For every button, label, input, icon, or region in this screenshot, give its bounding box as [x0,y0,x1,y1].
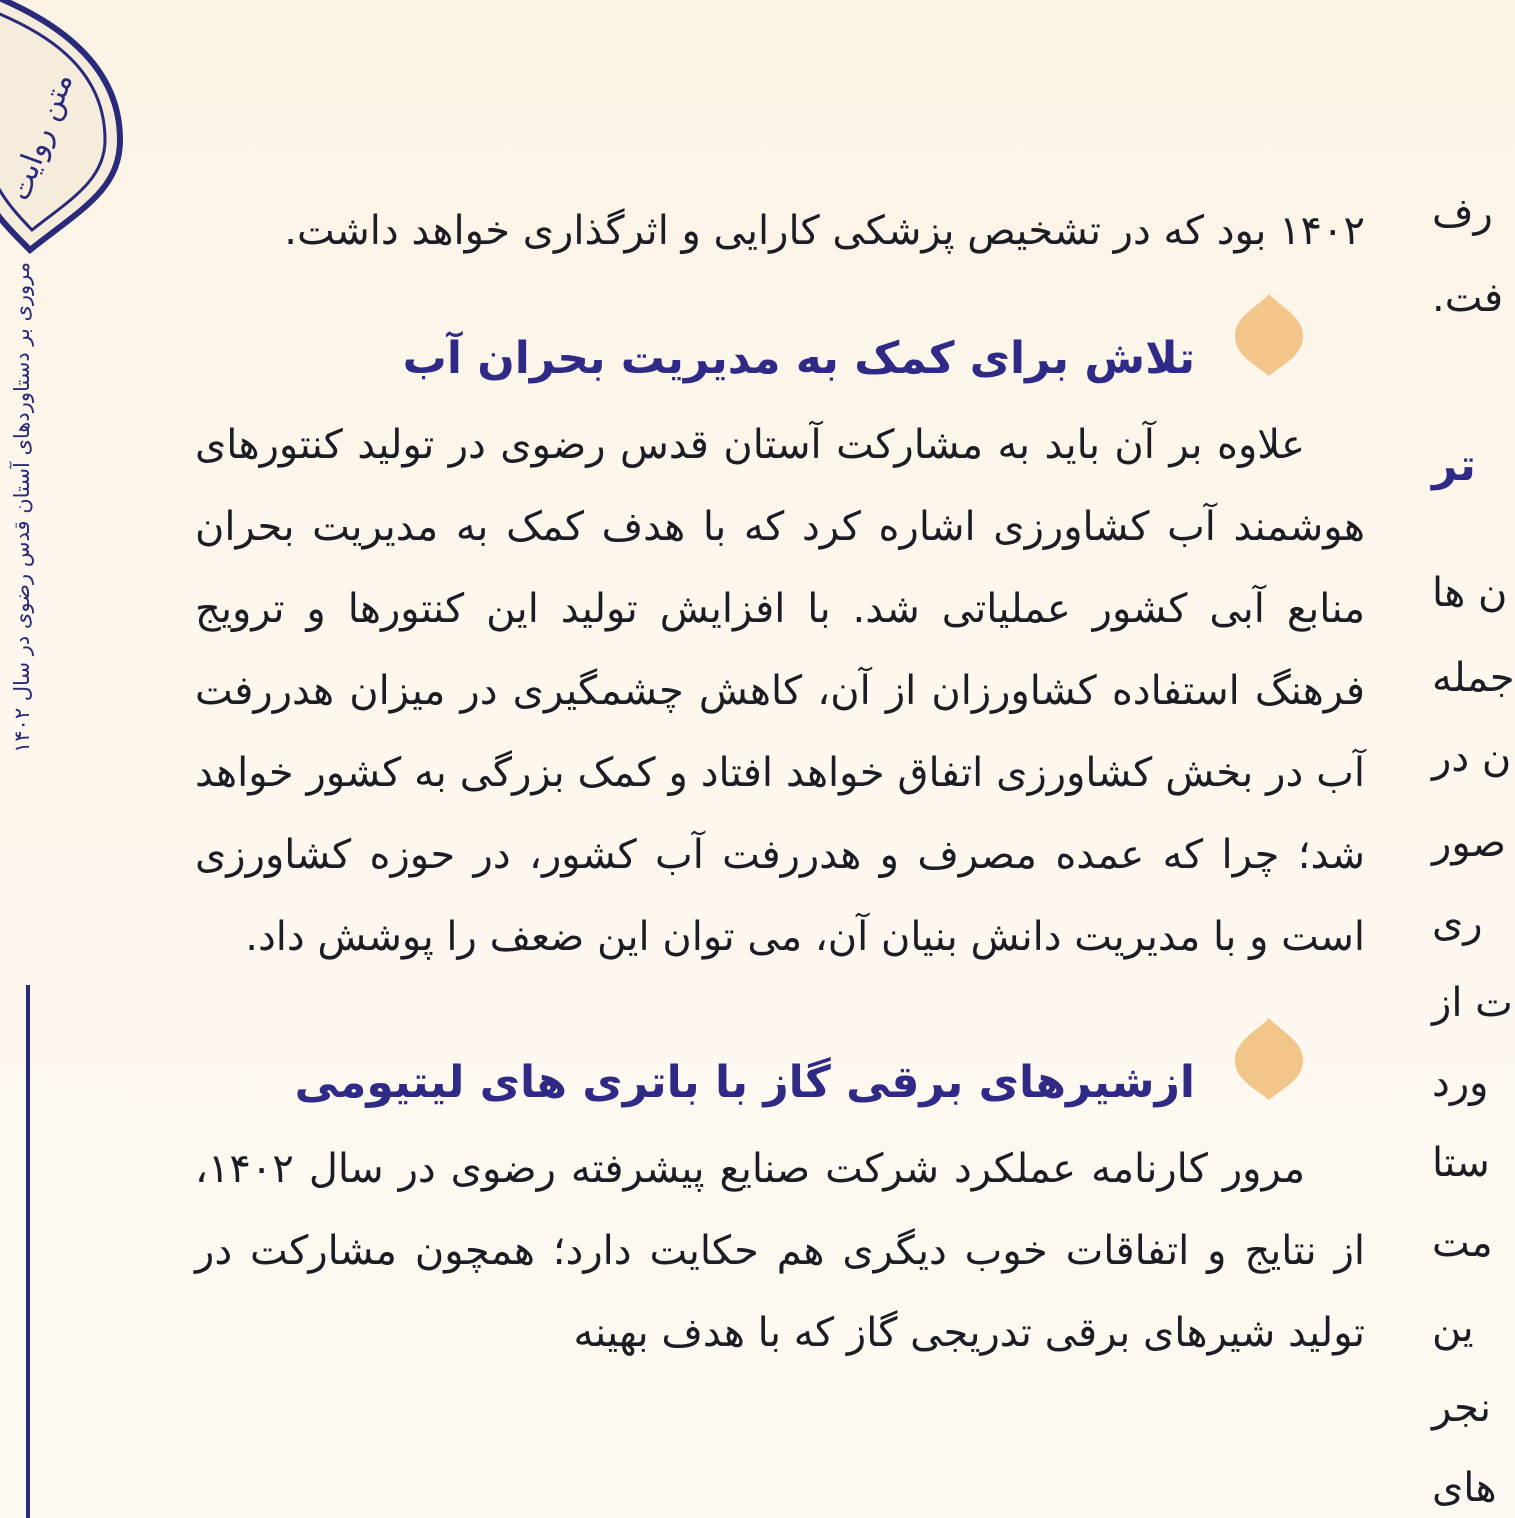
adjacent-column-fragment: جمله [1432,655,1515,701]
publication-logo [0,0,130,260]
adjacent-column-fragment: نجر [1432,1385,1492,1431]
heading-bullet-icon [1233,292,1305,378]
adjacent-column-fragment: ین [1432,1305,1474,1351]
section-heading-water [195,324,1365,394]
adjacent-column-fragment: ستا [1432,1140,1490,1186]
running-header: مروری بر دستاوردهای آستان قدس رضوی در سال ۱۴۰۲ [10,262,34,754]
adjacent-column-fragment: ت از [1432,980,1513,1026]
adjacent-column-clipped [1432,190,1515,1518]
heading-bullet-icon [1233,1016,1305,1102]
section-heading-water-text: تلاش برای کمک به مدیریت بحران آب [402,333,1195,384]
adjacent-column-fragment: رف [1432,190,1493,236]
adjacent-column-fragment: ن در [1432,735,1512,781]
main-column [195,190,1365,1374]
adjacent-column-fragment: های [1432,1465,1497,1511]
section-heading-gas-valves [195,1048,1365,1118]
running-header-rule [26,985,30,1518]
adjacent-column-fragment: ری [1432,900,1483,946]
section-heading-gas-valves-text: ازشیرهای برقی گاز با باتری های لیتیومی [294,1057,1195,1108]
adjacent-column-fragment: فت. [1432,275,1504,321]
section-paragraph-gas-valves: مرور کارنامه عملکرد شرکت صنایع پیشرفته رضوی در سال ۱۴۰۲، از نتایج و اتفاقات خوب دیگری هم حکایت دارد؛ همچون مشارکت در تولید شیرهای برقی تدریجی گاز که با هدف بهینه [195,1146,1365,1356]
section-paragraph-water: علاوه بر آن باید به مشارکت آستان قدس رضوی در تولید کنتورهای هوشمند آب کشاورزی اشاره کرد که با هدف کمک به مدیریت بحران منابع آبی کشور عملیاتی شد. با افزایش تولید این کنتورها و ترویج فرهنگ استفاده کشاورزان از آن، کاهش چشمگیری در میزان هدررفت آب در بخش کشاورزی اتفاق خواهد افتاد و کمک بزرگی به کشور خواهد شد؛ چرا که عمده مصرف و هدررفت آب کشور، در حوزه کشاورزی است و با مدیریت دانش بنیان آن، می توان این ضعف را پوشش داد. [195,422,1365,960]
adjacent-column-fragment: ن ها [1432,570,1508,616]
adjacent-column-fragment: ورد [1432,1060,1489,1106]
lead-paragraph: ۱۴۰۲ بود که در تشخیص پزشکی کارایی و اثرگذاری خواهد داشت. [284,208,1365,254]
logo-text: متن روایت [1,68,81,206]
adjacent-column-fragment: تر [1432,440,1476,491]
adjacent-column-fragment: مت [1432,1220,1493,1266]
adjacent-column-fragment: صور [1432,820,1506,866]
